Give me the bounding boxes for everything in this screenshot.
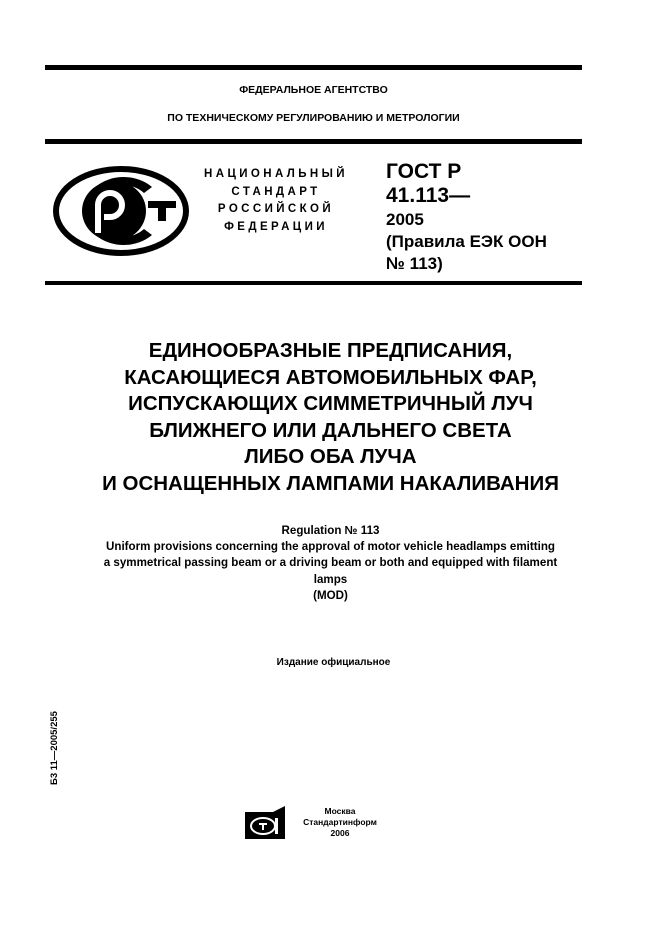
gost-line: № 113) <box>386 254 443 273</box>
top-rule <box>45 65 582 70</box>
national-line: НАЦИОНАЛЬНЫЙ <box>204 168 348 180</box>
national-line: ФЕДЕРАЦИИ <box>224 220 328 233</box>
national-standard-label <box>190 166 362 236</box>
edition-label: Издание официальное <box>276 657 391 668</box>
publisher-name: Стандартинформ <box>303 817 377 827</box>
publisher-info <box>290 806 390 839</box>
publisher-year: 2006 <box>330 828 350 838</box>
national-line: РОССИЙСКОЙ <box>217 203 335 215</box>
title-line: И ОСНАЩЕННЫХ ЛАМПАМИ НАКАЛИВАНИЯ <box>102 471 559 495</box>
title-line: ИСПУСКАЮЩИХ СИММЕТРИЧНЫЙ ЛУЧ <box>128 392 533 415</box>
national-line: СТАНДАРТ <box>231 185 321 198</box>
regulation-line: Uniform provisions concerning the approval of motor vehicle headlamps emitting <box>105 540 555 554</box>
agency-name-line-2: ПО ТЕХНИЧЕСКОМУ РЕГУЛИРОВАНИЮ И МЕТРОЛОГИИ <box>167 112 460 124</box>
bottom-rule <box>45 281 582 285</box>
side-code: Б3 11—2005/255 <box>49 711 60 785</box>
document-title <box>40 338 621 497</box>
agency-name-line-1: ФЕДЕРАЛЬНОЕ АГЕНТСТВО <box>239 84 388 96</box>
english-title <box>20 523 641 604</box>
gost-line: 2005 <box>386 210 424 229</box>
regulation-line: Regulation № 113 <box>281 524 380 537</box>
regulation-line: a symmetrical passing beam or a driving beam or both and equipped with filament <box>103 556 558 570</box>
regulation-line: (MOD) <box>313 588 348 602</box>
standartinform-logo-icon <box>245 806 285 839</box>
gost-line: 41.113— <box>386 184 471 207</box>
title-line: ЕДИНООБРАЗНЫЕ ПРЕДПИСАНИЯ, <box>148 339 513 362</box>
title-line: ЛИБО ОБА ЛУЧА <box>244 445 417 468</box>
regulation-line: lamps <box>313 572 348 586</box>
gost-designation <box>386 160 547 275</box>
gost-line: ГОСТ Р <box>386 160 462 183</box>
title-line: КАСАЮЩИЕСЯ АВТОМОБИЛЬНЫХ ФАР, <box>124 365 537 389</box>
gost-line: (Правила ЕЭК ООН <box>386 232 547 251</box>
publisher-city: Москва <box>324 806 356 816</box>
rst-logo-icon <box>52 165 190 257</box>
middle-rule <box>45 139 582 144</box>
title-line: БЛИЖНЕГО ИЛИ ДАЛЬНЕГО СВЕТА <box>149 418 512 442</box>
